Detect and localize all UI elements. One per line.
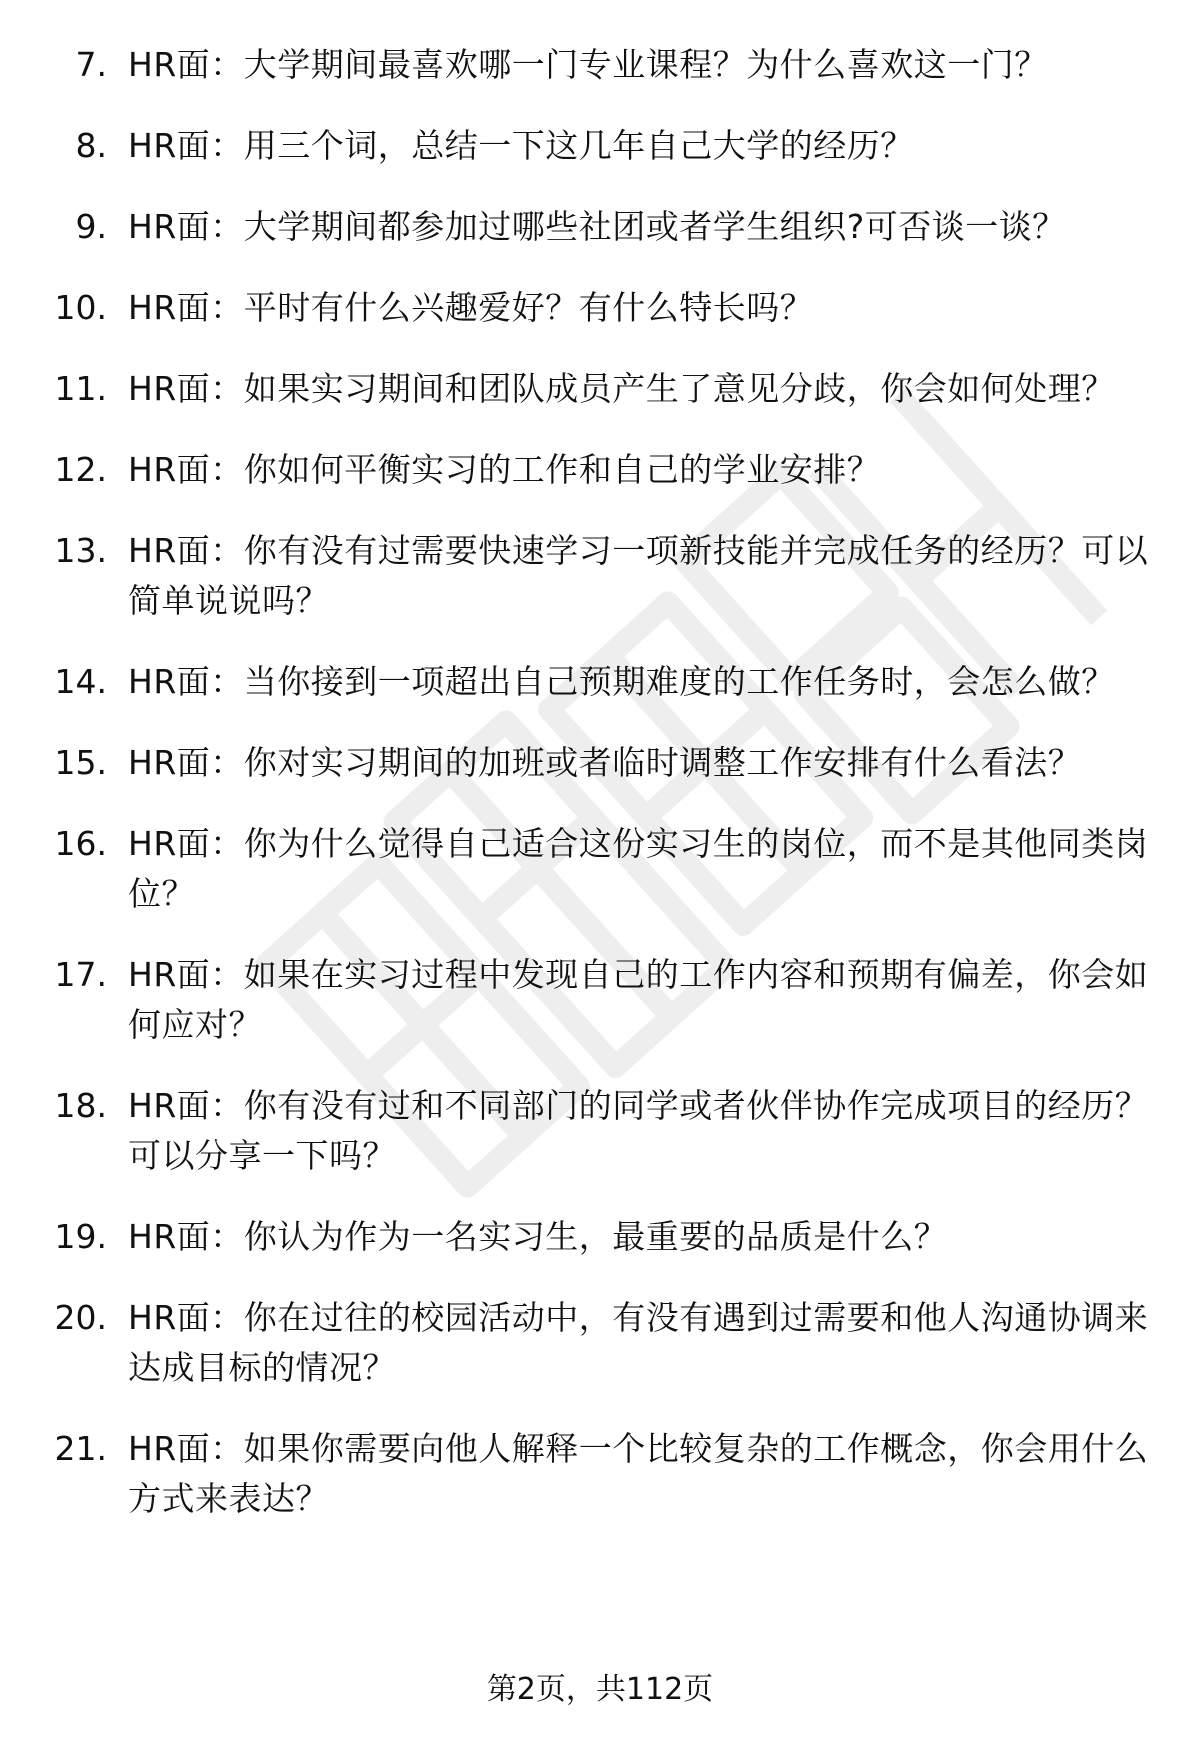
list-item bbox=[0, 1081, 1200, 1181]
list-item bbox=[0, 40, 1200, 90]
question-text: HR面：如果你需要向他人解释一个比较复杂的工作概念，你会用什么方式来表达？ bbox=[128, 1429, 1149, 1518]
list-item bbox=[0, 364, 1200, 414]
item-number: 16. bbox=[54, 824, 107, 863]
list-item bbox=[0, 738, 1200, 788]
question-text: HR面：大学期间最喜欢哪一门专业课程？为什么喜欢这一门？ bbox=[128, 45, 1048, 84]
question-text: HR面：你有没有过和不同部门的同学或者伙伴协作完成项目的经历？可以分享一下吗？ bbox=[128, 1086, 1149, 1175]
question-list bbox=[0, 40, 1200, 1555]
list-item bbox=[0, 1293, 1200, 1393]
question-text: HR面：如果实习期间和团队成员产生了意见分歧，你会如何处理？ bbox=[128, 369, 1115, 408]
question-text: HR面：如果在实习过程中发现自己的工作内容和预期有偏差，你会如何应对？ bbox=[128, 955, 1149, 1044]
item-number: 9. bbox=[75, 207, 107, 246]
list-item bbox=[0, 1212, 1200, 1262]
item-number: 17. bbox=[54, 955, 107, 994]
item-number: 11. bbox=[54, 369, 107, 408]
question-text: HR面：你在过往的校园活动中，有没有遇到过需要和他人沟通协调来达成目标的情况？ bbox=[128, 1298, 1149, 1387]
question-text: HR面：你如何平衡实习的工作和自己的学业安排？ bbox=[128, 450, 881, 489]
item-number: 12. bbox=[54, 450, 107, 489]
item-number: 10. bbox=[54, 288, 107, 327]
item-number: 14. bbox=[54, 662, 107, 701]
question-text: HR面：当你接到一项超出自己预期难度的工作任务时，会怎么做？ bbox=[128, 662, 1115, 701]
page-footer: 第2页，共112页 bbox=[486, 1672, 714, 1707]
item-number: 8. bbox=[75, 126, 107, 165]
question-text: HR面：你对实习期间的加班或者临时调整工作安排有什么看法？ bbox=[128, 743, 1082, 782]
list-item bbox=[0, 657, 1200, 707]
list-item bbox=[0, 526, 1200, 626]
item-number: 18. bbox=[54, 1086, 107, 1125]
list-item bbox=[0, 121, 1200, 171]
question-text: HR面：你为什么觉得自己适合这份实习生的岗位，而不是其他同类岗位？ bbox=[128, 824, 1149, 913]
item-number: 13. bbox=[54, 531, 107, 570]
question-text: HR面：用三个词，总结一下这几年自己大学的经历？ bbox=[128, 126, 914, 165]
question-text: HR面：大学期间都参加过哪些社团或者学生组织?可否谈一谈？ bbox=[128, 207, 1066, 246]
item-number: 20. bbox=[54, 1298, 107, 1337]
list-item bbox=[0, 202, 1200, 252]
item-number: 21. bbox=[54, 1429, 107, 1468]
question-text: HR面：你认为作为一名实习生，最重要的品质是什么？ bbox=[128, 1217, 948, 1256]
list-item bbox=[0, 1424, 1200, 1524]
item-number: 19. bbox=[54, 1217, 107, 1256]
question-text: HR面：平时有什么兴趣爱好？有什么特长吗？ bbox=[128, 288, 814, 327]
item-number: 7. bbox=[75, 45, 107, 84]
list-item bbox=[0, 950, 1200, 1050]
item-number: 15. bbox=[54, 743, 107, 782]
question-text: HR面：你有没有过需要快速学习一项新技能并完成任务的经历？可以简单说说吗？ bbox=[128, 531, 1149, 620]
list-item bbox=[0, 283, 1200, 333]
list-item bbox=[0, 445, 1200, 495]
list-item bbox=[0, 819, 1200, 919]
